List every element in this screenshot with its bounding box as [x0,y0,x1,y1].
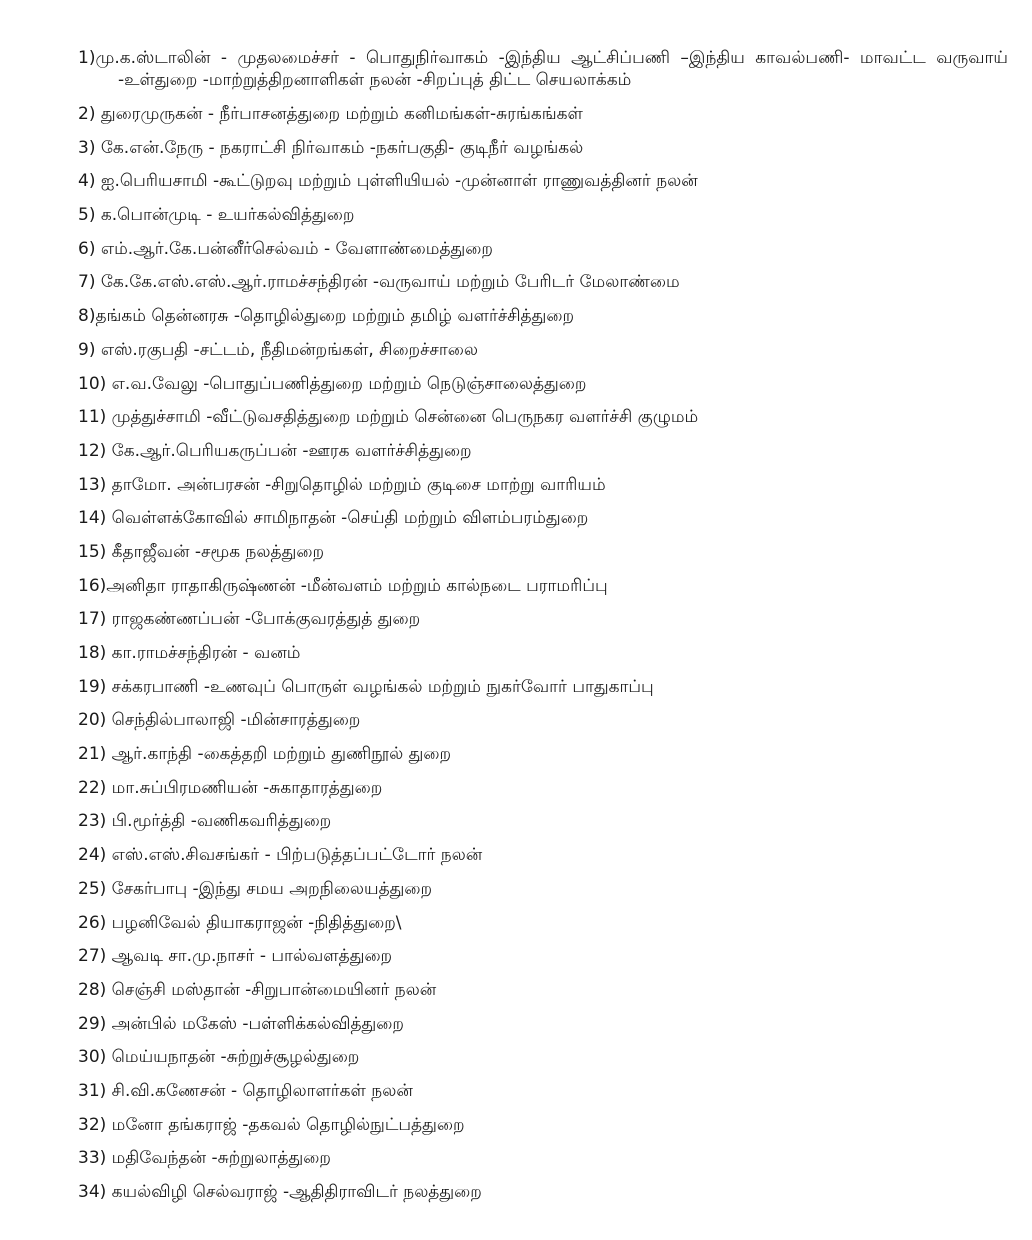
item-number: 4) [78,171,96,192]
item-text: பழனிவேல் தியாகராஜன் -நிதித்துறை\ [106,912,402,933]
list-item [78,810,1008,832]
list-item [78,709,1008,731]
item-text: சக்கரபாணி -உணவுப் பொருள் வழங்கல் மற்றும் நுகர்வோர் பாதுகாப்பு [106,676,654,697]
list-item [78,204,1008,226]
item-number: 16) [78,575,107,596]
item-text: சேகர்பாபு -இந்து சமய அறநிலையத்துறை [106,878,433,899]
item-number: 6) [78,238,96,259]
item-text: கா.ராமச்சந்திரன் - வனம் [106,643,301,663]
item-text: ராஜகண்ணப்பன் -போக்குவரத்துத் துறை [106,609,421,630]
item-number: 33) [78,1148,107,1169]
item-text: கே.கே.எஸ்.எஸ்.ஆர்.ராமச்சந்திரன் -வருவாய் மற்றும் பேரிடர் மேலாண்மை [95,272,680,293]
list-item [78,103,1008,125]
list-item [78,440,1008,462]
item-number: 10) [78,373,107,394]
item-number: 12) [78,440,107,461]
item-text: மதிவேந்தன் -சுற்றுலாத்துறை [106,1148,331,1169]
item-text: மா.சுப்பிரமணியன் -சுகாதாரத்துறை [106,777,383,798]
item-text: எஸ்.ரகுபதி -சட்டம், நீதிமன்றங்கள், சிறைச்சாலை [95,339,479,360]
item-number: 31) [78,1080,107,1101]
item-number: 27) [78,946,107,967]
item-number: 32) [78,1114,107,1135]
item-number: 5) [78,205,96,226]
list-item [78,575,1008,597]
item-text: சி.வி.கணேசன் - தொழிலாளர்கள் நலன் [106,1080,413,1101]
item-text: தாமோ. அன்பரசன் -சிறுதொழில் மற்றும் குடிசை மாற்று வாரியம் [106,474,606,495]
item-number: 3) [78,137,96,158]
item-number: 15) [78,541,107,562]
item-number: 20) [78,710,107,731]
item-text: மெய்யநாதன் -சுற்றுச்சூழல்துறை [106,1047,360,1068]
list-item [78,373,1008,395]
list-item [78,945,1008,967]
list-item [78,271,1008,293]
list-item [78,979,1008,1001]
item-text: அனிதா ராதாகிருஷ்ணன் -மீன்வளம் மற்றும் கால்நடை பராமரிப்பு [106,575,608,596]
item-text: அன்பில் மகேஸ் -பள்ளிக்கல்வித்துறை [106,1013,404,1034]
item-number: 24) [78,845,107,866]
list-item [78,541,1008,563]
item-number: 8) [78,306,96,327]
list-item [78,642,1008,664]
item-number: 19) [78,676,107,697]
item-text: எஸ்.எஸ்.சிவசங்கர் - பிற்படுத்தப்பட்டோர் நலன் [106,845,483,866]
list-item [78,238,1008,260]
list-item [78,1013,1008,1035]
item-number: 29) [78,1013,107,1034]
item-text: வெள்ளக்கோவில் சாமிநாதன் -செய்தி மற்றும் விளம்பரம்துறை [106,508,589,529]
list-item [78,743,1008,765]
list-item [78,1147,1008,1169]
list-item [78,676,1008,698]
item-number: 18) [78,643,107,663]
list-item [78,406,1008,428]
item-text: துரைமுருகன் - நீர்பாசனத்துறை மற்றும் கனிமங்கள்-சுரங்கங்கள் [95,104,583,124]
item-text: எ.வ.வேலு -பொதுப்பணித்துறை மற்றும் நெடுஞ்சாலைத்துறை [106,373,587,394]
item-number: 13) [78,474,107,495]
item-number: 7) [78,272,96,293]
item-text: பி.மூர்த்தி -வணிகவரித்துறை [106,811,332,832]
list-item [78,878,1008,900]
item-number: 9) [78,339,96,360]
item-number: 25) [78,878,107,899]
item-text: ஐ.பெரியசாமி -கூட்டுறவு மற்றும் புள்ளியியல் -முன்னாள் ராணுவத்தினர் நலன் [95,171,698,192]
list-item [78,1080,1008,1102]
item-number: 17) [78,609,107,630]
item-number: 2) [78,104,96,124]
item-text: மனோ தங்கராஜ் -தகவல் தொழில்நுட்பத்துறை [106,1114,465,1135]
item-text: மு.க.ஸ்டாலின் - முதலமைச்சர் - பொதுநிர்வாகம் -இந்திய ஆட்சிப்பணி –இந்திய காவல்பணி- மாவட்ட வருவாய் -உள்துறை -மாற்றுத்திறனாளிகள் நலன் -சிறப்புத் திட்ட செயலாக்கம் [95,48,1008,90]
item-number: 23) [78,811,107,832]
list-item [78,1114,1008,1136]
item-number: 11) [78,407,107,428]
item-text: கயல்விழி செல்வராஜ் -ஆதிதிராவிடர் நலத்துறை [106,1182,482,1202]
item-text: கே.ஆர்.பெரியகருப்பன் -ஊரக வளர்ச்சித்துறை [106,440,472,461]
item-text: செந்தில்பாலாஜி -மின்சாரத்துறை [106,710,361,731]
item-text: செஞ்சி மஸ்தான் -சிறுபான்மையினர் நலன் [106,979,437,1000]
list-item [78,912,1008,934]
list-item [78,777,1008,799]
list-item [78,474,1008,496]
item-text: ஆவடி சா.மு.நாசர் - பால்வளத்துறை [106,946,393,967]
list-item [78,1046,1008,1068]
item-number: 30) [78,1047,107,1068]
item-text: க.பொன்முடி - உயர்கல்வித்துறை [95,205,355,226]
item-text: கே.என்.நேரு - நகராட்சி நிர்வாகம் -நகர்பகுதி- குடிநீர் வழங்கல் [95,137,584,158]
item-number: 22) [78,777,107,798]
list-item [78,47,1008,91]
item-text: கீதாஜீவன் -சமூக நலத்துறை [106,541,325,562]
item-number: 34) [78,1182,107,1202]
list-item [78,339,1008,361]
minister-list [78,47,1008,1215]
item-text: தங்கம் தென்னரசு -தொழில்துறை மற்றும் தமிழ் வளர்ச்சித்துறை [95,306,575,327]
list-item [78,507,1008,529]
item-number: 28) [78,979,107,1000]
item-number: 1) [78,48,96,68]
list-item [78,844,1008,866]
item-text: முத்துச்சாமி -வீட்டுவசதித்துறை மற்றும் சென்னை பெருநகர வளர்ச்சி குழுமம் [106,407,699,428]
list-item [78,608,1008,630]
item-number: 26) [78,912,107,933]
item-text: ஆர்.காந்தி -கைத்தறி மற்றும் துணிநூல் துறை [106,744,452,765]
item-number: 14) [78,508,107,529]
item-number: 21) [78,744,107,765]
item-text: எம்.ஆர்.கே.பன்னீர்செல்வம் - வேளாண்மைத்துறை [95,238,493,259]
list-item [78,1181,1008,1203]
list-item [78,305,1008,327]
list-item [78,170,1008,192]
list-item [78,137,1008,159]
